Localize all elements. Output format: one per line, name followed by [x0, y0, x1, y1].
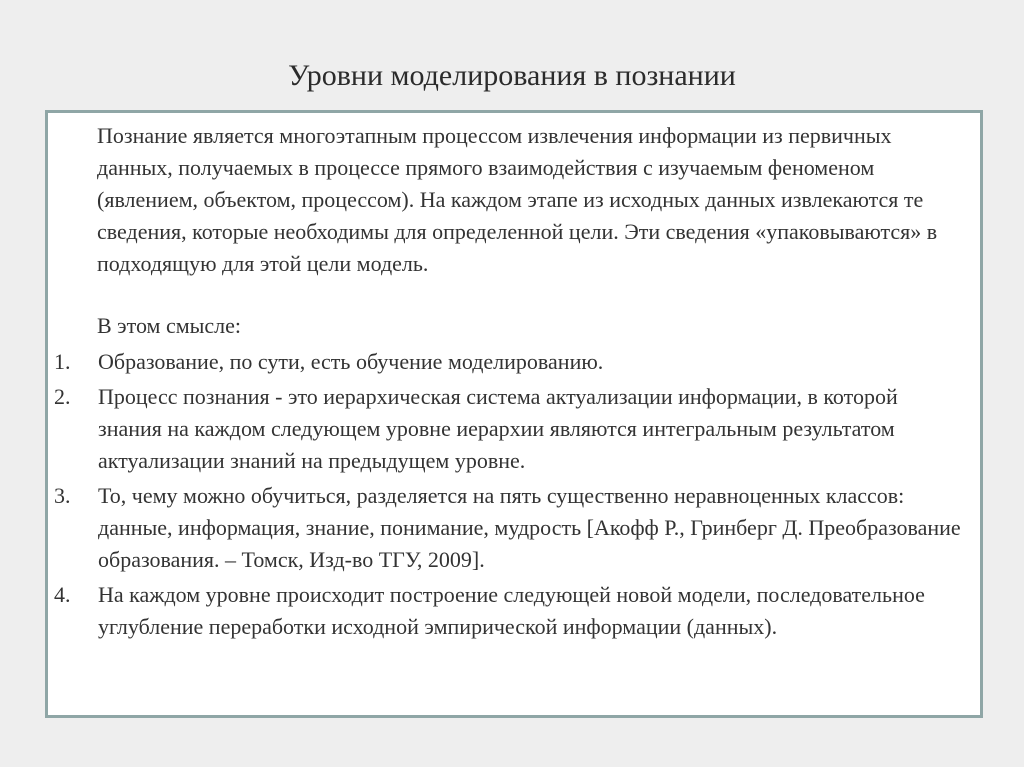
lead-text: В этом смысле: [97, 313, 242, 338]
list-item [54, 381, 964, 477]
list-item-number: 3. [54, 483, 71, 508]
list-item [54, 480, 964, 576]
numbered-list [54, 346, 964, 646]
list-item [54, 579, 964, 643]
list-item [54, 346, 964, 378]
list-item-text: Образование, по сути, есть обучение моделированию. [98, 349, 604, 374]
intro-paragraph: Познание является многоэтапным процессом извлечения информации из первичных данных, получаемых в процессе прямого взаимодействия с изучаемым феноменом (явлением, объектом, процессом). На каждом этапе из исходных данных извлекаются те сведения, которые необходимы для определенной цели. Эти сведения «упаковываются» в подходящую для этой цели модель. [97, 123, 938, 276]
list-item-text: Процесс познания - это иерархическая система актуализации информации, в которой знания на каждом следующем уровне иерархии являются интегральным результатом актуализации знаний на предыдущем уровне. [98, 384, 898, 473]
list-item-number: 1. [54, 349, 71, 374]
list-item-text: То, чему можно обучиться, разделяется на пять существенно неравноценных классов: данные, информация, знание, понимание, мудрость [Акофф Р., Гринберг Д. Преобразование образования. – Томск, Изд-во ТГУ, 2009]. [98, 483, 961, 572]
slide-title: Уровни моделирования в познании [288, 59, 736, 92]
list-item-number: 2. [54, 384, 71, 409]
list-item-text: На каждом уровне происходит построение следующей новой модели, последовательное углубление переработки исходной эмпирической информации (данных). [98, 582, 925, 639]
list-item-number: 4. [54, 582, 71, 607]
